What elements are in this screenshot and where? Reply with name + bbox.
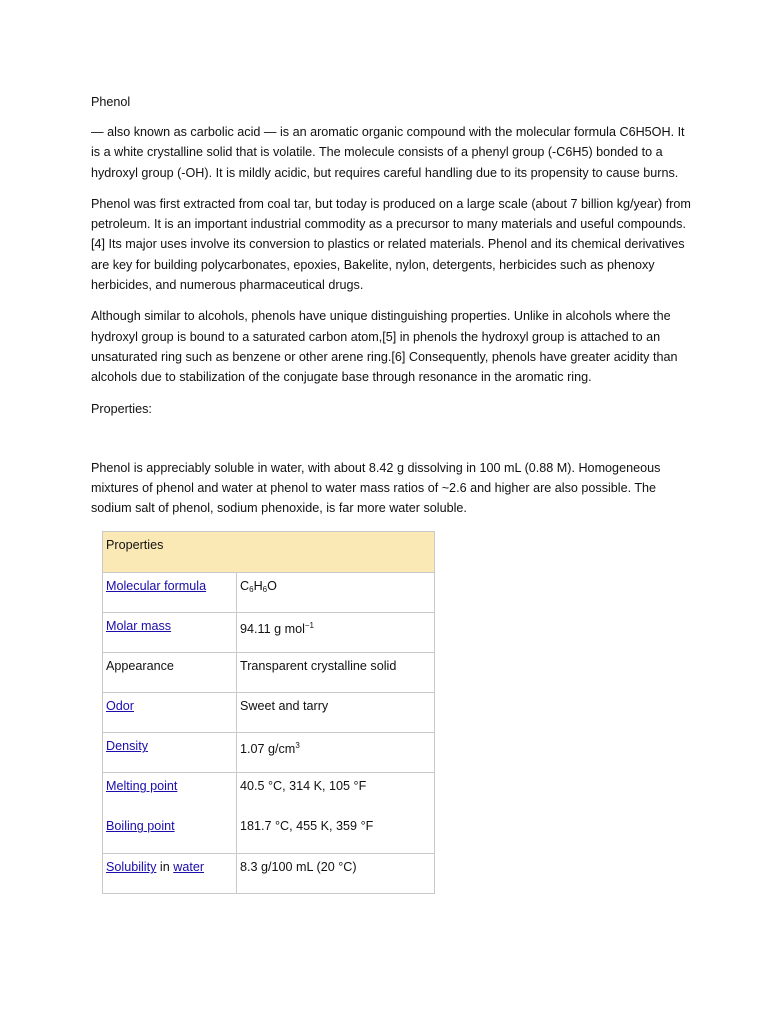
- density-link[interactable]: Density: [106, 739, 148, 754]
- table-key-cell: [103, 693, 237, 733]
- table-row: [103, 854, 435, 894]
- table-row: [103, 573, 435, 613]
- odor-value: Sweet and tarry: [237, 693, 435, 733]
- melting-point-link[interactable]: Melting point: [106, 779, 178, 794]
- appearance-value: Transparent crystalline solid: [237, 653, 435, 693]
- boiling-point-line: [106, 818, 233, 834]
- molar-mass-text: 94.11 g mol: [240, 622, 305, 637]
- boiling-point-link[interactable]: Boiling point: [106, 819, 175, 834]
- molecular-formula-link[interactable]: Molecular formula: [106, 579, 207, 594]
- solubility-in-text: in: [156, 860, 174, 875]
- comparison-paragraph: Although similar to alcohols, phenols have unique distinguishing properties. Unlike in alcohols where the hydroxyl group is bound to a saturated carbon atom,[5] in phenols the hydroxyl group is attached to an unsaturated ring such as benzene or other arene ring.[6] Consequently, phenols have greater acidity than alcohols due to stabilization of the conjugate base through resonance in the aromatic ring.: [91, 309, 678, 385]
- table-header: Properties: [103, 532, 435, 573]
- properties-heading: [91, 399, 691, 419]
- density-sup: 3: [295, 741, 300, 751]
- formula-h: H: [253, 579, 263, 594]
- formula-h-sub: 6: [262, 585, 268, 595]
- table-row: [103, 613, 435, 653]
- formula-o: O: [267, 579, 277, 594]
- table-key-cell: [103, 733, 237, 773]
- table-value-cell: [237, 773, 435, 854]
- properties-heading-text: Properties: [91, 401, 149, 416]
- spacer: [91, 419, 691, 458]
- table-header-row: [103, 532, 435, 573]
- table-row: [103, 693, 435, 733]
- properties-table: [102, 531, 435, 894]
- document-title: Phenol: [91, 95, 131, 109]
- appearance-label: Appearance: [103, 653, 237, 693]
- odor-link[interactable]: Odor: [106, 699, 134, 714]
- molar-mass-sup: −1: [304, 621, 314, 631]
- melting-point-value: 40.5 °C, 314 K, 105 °F: [240, 779, 367, 794]
- table-key-cell: [103, 613, 237, 653]
- molar-mass-link[interactable]: Molar mass: [106, 619, 172, 634]
- melting-point-line: [106, 778, 233, 794]
- production-paragraph: Phenol was first extracted from coal tar, but today is produced on a large scale (about 7 billion kg/year) from petroleum. It is an important industrial commodity as a precursor to many materials and useful compounds.[4] Its major uses involve its conversion to plastics or related materials. Phenol and its chemical derivatives are key for building polycarbonates, epoxies, Bakelite, nylon, detergents, herbicides such as phenoxy herbicides, and numerous pharmaceutical drugs.: [91, 196, 691, 293]
- solubility-value: 8.3 g/100 mL (20 °C): [237, 854, 435, 894]
- molar-mass-value: [237, 613, 435, 653]
- density-text: 1.07 g/cm: [240, 742, 296, 757]
- table-key-cell: [103, 773, 237, 854]
- table-row: [103, 773, 435, 854]
- document-page: [91, 92, 691, 894]
- formula-c: C: [240, 579, 250, 594]
- table-key-cell: [103, 573, 237, 613]
- formula-c-sub: 6: [249, 585, 254, 595]
- properties-heading-colon: :: [148, 401, 152, 416]
- boiling-point-value: 181.7 °C, 455 K, 359 °F: [240, 819, 374, 834]
- molecular-formula-value: [237, 573, 435, 613]
- solubility-paragraph: Phenol is appreciably soluble in water, with about 8.42 g dissolving in 100 mL (0.88 M). Homogeneous mixtures of phenol and water at phenol to water mass ratios of ~2.6 and higher are also possible. The sodium salt of phenol, sodium phenoxide, is far more water soluble.: [91, 460, 661, 516]
- table-row: [103, 733, 435, 773]
- table-row: [103, 653, 435, 693]
- solubility-link[interactable]: Solubility: [106, 860, 157, 875]
- intro-paragraph: — also known as carbolic acid — is an aromatic organic compound with the molecular formula C6H5OH. It is a white crystalline solid that is volatile. The molecule consists of a phenyl group (-C6H5) bonded to a hydroxyl group (-OH). It is mildly acidic, but requires careful handling due to its propensity to cause burns.: [91, 125, 685, 180]
- water-link[interactable]: water: [173, 860, 205, 875]
- density-value: [237, 733, 435, 773]
- table-key-cell: [103, 854, 237, 894]
